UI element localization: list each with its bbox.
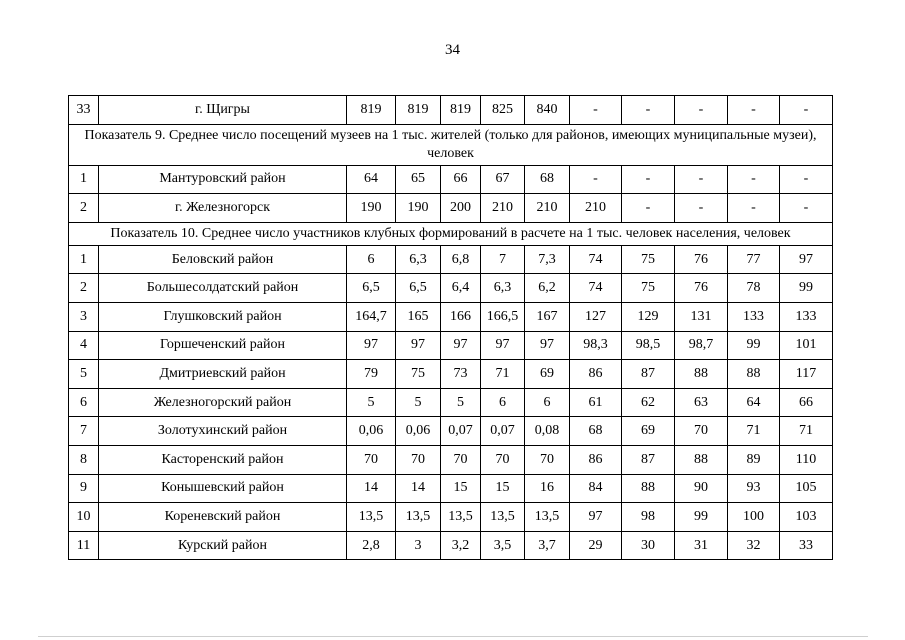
value-cell: 0,06: [347, 417, 396, 446]
value-cell: 210: [570, 194, 622, 223]
value-cell: 89: [728, 445, 780, 474]
value-cell: 86: [570, 445, 622, 474]
row-number-cell: 2: [69, 194, 99, 223]
value-cell: 97: [347, 331, 396, 360]
value-cell: 97: [570, 503, 622, 532]
value-cell: 70: [396, 445, 441, 474]
value-cell: 69: [525, 360, 570, 389]
value-cell: 66: [441, 165, 481, 194]
table-row: [69, 302, 833, 331]
value-cell: 3,7: [525, 531, 570, 560]
section-header-row: [69, 222, 833, 245]
district-name-cell: Конышевский район: [99, 474, 347, 503]
value-cell: 6,5: [396, 274, 441, 303]
value-cell: 166: [441, 302, 481, 331]
value-cell: 7: [481, 245, 525, 274]
value-cell: 3,5: [481, 531, 525, 560]
value-cell: 99: [728, 331, 780, 360]
value-cell: 14: [347, 474, 396, 503]
table-row: [69, 445, 833, 474]
value-cell: -: [570, 165, 622, 194]
row-number-cell: 7: [69, 417, 99, 446]
district-name-cell: Кореневский район: [99, 503, 347, 532]
value-cell: 103: [780, 503, 833, 532]
district-name-cell: Беловский район: [99, 245, 347, 274]
value-cell: 87: [622, 445, 675, 474]
scan-edge-line: [38, 636, 868, 637]
district-name-cell: г. Железногорск: [99, 194, 347, 223]
value-cell: 84: [570, 474, 622, 503]
table-row: [69, 245, 833, 274]
district-name-cell: Курский район: [99, 531, 347, 560]
value-cell: 87: [622, 360, 675, 389]
value-cell: 88: [675, 360, 728, 389]
value-cell: 840: [525, 96, 570, 125]
value-cell: 166,5: [481, 302, 525, 331]
indicators-table: [68, 95, 833, 560]
value-cell: 165: [396, 302, 441, 331]
value-cell: -: [780, 165, 833, 194]
value-cell: -: [622, 194, 675, 223]
district-name-cell: Дмитриевский район: [99, 360, 347, 389]
value-cell: 76: [675, 274, 728, 303]
district-name-cell: Золотухинский район: [99, 417, 347, 446]
value-cell: -: [622, 96, 675, 125]
district-name-cell: Железногорский район: [99, 388, 347, 417]
value-cell: 6,3: [481, 274, 525, 303]
table-row: [69, 274, 833, 303]
value-cell: 77: [728, 245, 780, 274]
value-cell: 819: [441, 96, 481, 125]
value-cell: 127: [570, 302, 622, 331]
value-cell: 97: [441, 331, 481, 360]
row-number-cell: 9: [69, 474, 99, 503]
row-number-cell: 4: [69, 331, 99, 360]
value-cell: 75: [396, 360, 441, 389]
value-cell: 6,3: [396, 245, 441, 274]
value-cell: 75: [622, 245, 675, 274]
value-cell: -: [728, 96, 780, 125]
page-number: 34: [445, 42, 460, 58]
value-cell: 167: [525, 302, 570, 331]
value-cell: 79: [347, 360, 396, 389]
value-cell: 3: [396, 531, 441, 560]
value-cell: 164,7: [347, 302, 396, 331]
value-cell: 819: [347, 96, 396, 125]
value-cell: 133: [780, 302, 833, 331]
value-cell: 110: [780, 445, 833, 474]
value-cell: 32: [728, 531, 780, 560]
value-cell: 6,5: [347, 274, 396, 303]
value-cell: 73: [441, 360, 481, 389]
value-cell: 13,5: [347, 503, 396, 532]
value-cell: 97: [780, 245, 833, 274]
row-number-cell: 33: [69, 96, 99, 125]
value-cell: 71: [481, 360, 525, 389]
table-row: [69, 531, 833, 560]
value-cell: 5: [441, 388, 481, 417]
table-body: [69, 96, 833, 560]
value-cell: 99: [780, 274, 833, 303]
value-cell: 75: [622, 274, 675, 303]
value-cell: 97: [481, 331, 525, 360]
value-cell: 98: [622, 503, 675, 532]
value-cell: 68: [525, 165, 570, 194]
value-cell: 29: [570, 531, 622, 560]
value-cell: 13,5: [481, 503, 525, 532]
value-cell: -: [728, 165, 780, 194]
row-number-cell: 1: [69, 165, 99, 194]
value-cell: 69: [622, 417, 675, 446]
row-number-cell: 1: [69, 245, 99, 274]
value-cell: 99: [675, 503, 728, 532]
value-cell: 6,4: [441, 274, 481, 303]
value-cell: 78: [728, 274, 780, 303]
value-cell: 33: [780, 531, 833, 560]
value-cell: 31: [675, 531, 728, 560]
row-number-cell: 6: [69, 388, 99, 417]
value-cell: 88: [622, 474, 675, 503]
value-cell: -: [675, 165, 728, 194]
district-name-cell: Большесолдатский район: [99, 274, 347, 303]
value-cell: 6,8: [441, 245, 481, 274]
value-cell: 13,5: [525, 503, 570, 532]
value-cell: 190: [347, 194, 396, 223]
value-cell: 5: [347, 388, 396, 417]
value-cell: 16: [525, 474, 570, 503]
value-cell: 6: [525, 388, 570, 417]
value-cell: 6,2: [525, 274, 570, 303]
value-cell: 819: [396, 96, 441, 125]
value-cell: 93: [728, 474, 780, 503]
row-number-cell: 5: [69, 360, 99, 389]
table-row: [69, 474, 833, 503]
value-cell: 74: [570, 274, 622, 303]
value-cell: 3,2: [441, 531, 481, 560]
value-cell: 105: [780, 474, 833, 503]
value-cell: 63: [675, 388, 728, 417]
district-name-cell: Касторенский район: [99, 445, 347, 474]
value-cell: 64: [728, 388, 780, 417]
value-cell: 97: [525, 331, 570, 360]
value-cell: 70: [441, 445, 481, 474]
value-cell: -: [675, 96, 728, 125]
row-number-cell: 3: [69, 302, 99, 331]
value-cell: 70: [525, 445, 570, 474]
value-cell: 190: [396, 194, 441, 223]
value-cell: 68: [570, 417, 622, 446]
value-cell: 86: [570, 360, 622, 389]
table-row: [69, 503, 833, 532]
row-number-cell: 8: [69, 445, 99, 474]
value-cell: 66: [780, 388, 833, 417]
table-row: [69, 331, 833, 360]
value-cell: 70: [481, 445, 525, 474]
value-cell: 76: [675, 245, 728, 274]
value-cell: 97: [396, 331, 441, 360]
value-cell: 0,07: [441, 417, 481, 446]
value-cell: 13,5: [441, 503, 481, 532]
value-cell: 6: [347, 245, 396, 274]
value-cell: -: [780, 194, 833, 223]
district-name-cell: Горшеченский район: [99, 331, 347, 360]
value-cell: 62: [622, 388, 675, 417]
value-cell: 90: [675, 474, 728, 503]
value-cell: 133: [728, 302, 780, 331]
value-cell: 100: [728, 503, 780, 532]
value-cell: 15: [481, 474, 525, 503]
district-name-cell: г. Щигры: [99, 96, 347, 125]
value-cell: 71: [728, 417, 780, 446]
table-row: [69, 96, 833, 125]
value-cell: 30: [622, 531, 675, 560]
value-cell: 64: [347, 165, 396, 194]
value-cell: 13,5: [396, 503, 441, 532]
value-cell: 98,5: [622, 331, 675, 360]
value-cell: 0,08: [525, 417, 570, 446]
value-cell: 98,7: [675, 331, 728, 360]
value-cell: 0,07: [481, 417, 525, 446]
value-cell: 70: [347, 445, 396, 474]
value-cell: 210: [525, 194, 570, 223]
value-cell: 129: [622, 302, 675, 331]
table-row: [69, 388, 833, 417]
row-number-cell: 11: [69, 531, 99, 560]
value-cell: 67: [481, 165, 525, 194]
value-cell: 88: [675, 445, 728, 474]
value-cell: 5: [396, 388, 441, 417]
value-cell: -: [728, 194, 780, 223]
value-cell: 131: [675, 302, 728, 331]
table-row: [69, 194, 833, 223]
value-cell: 210: [481, 194, 525, 223]
value-cell: 14: [396, 474, 441, 503]
value-cell: 61: [570, 388, 622, 417]
value-cell: 15: [441, 474, 481, 503]
value-cell: 65: [396, 165, 441, 194]
row-number-cell: 10: [69, 503, 99, 532]
value-cell: 825: [481, 96, 525, 125]
table-row: [69, 417, 833, 446]
value-cell: -: [570, 96, 622, 125]
value-cell: 98,3: [570, 331, 622, 360]
value-cell: -: [675, 194, 728, 223]
value-cell: 117: [780, 360, 833, 389]
value-cell: 71: [780, 417, 833, 446]
value-cell: 101: [780, 331, 833, 360]
value-cell: 6: [481, 388, 525, 417]
district-name-cell: Мантуровский район: [99, 165, 347, 194]
section-header: Показатель 10. Среднее число участников клубных формирований в расчете на 1 тыс. человек населения, человек: [69, 222, 833, 245]
row-number-cell: 2: [69, 274, 99, 303]
value-cell: -: [622, 165, 675, 194]
value-cell: 70: [675, 417, 728, 446]
table-row: [69, 360, 833, 389]
value-cell: 0,06: [396, 417, 441, 446]
district-name-cell: Глушковский район: [99, 302, 347, 331]
table-row: [69, 165, 833, 194]
value-cell: 200: [441, 194, 481, 223]
value-cell: 2,8: [347, 531, 396, 560]
value-cell: 88: [728, 360, 780, 389]
section-header: Показатель 9. Среднее число посещений музеев на 1 тыс. жителей (только для районов, имеющих муниципальные музеи), человек: [69, 124, 833, 165]
value-cell: 7,3: [525, 245, 570, 274]
value-cell: 74: [570, 245, 622, 274]
section-header-row: [69, 124, 833, 165]
value-cell: -: [780, 96, 833, 125]
